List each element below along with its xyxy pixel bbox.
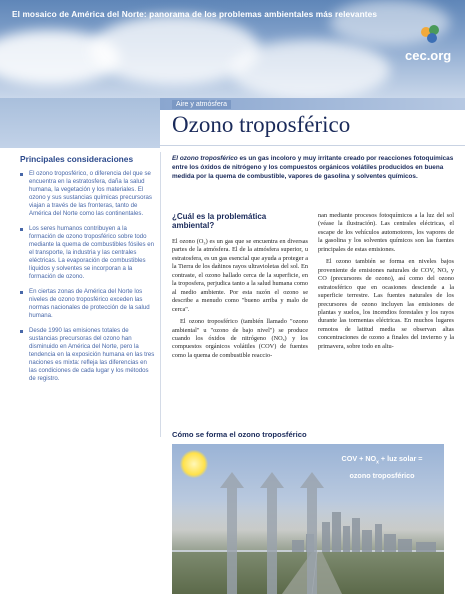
equation-part: + luz solar = (378, 454, 423, 463)
list-item: En ciertas zonas de América del Norte los niveles de ozono troposférico exceden las normas nacionales de protección de la salud humana. (20, 288, 155, 320)
article-column-right (318, 212, 454, 355)
equation-subscript: x (376, 459, 379, 466)
article-paragraph: El ozono troposférico (también llamado "ozono ambiental" u "ozono de bajo nivel") se produce cuando los óxidos de nitrógeno (NOₓ) y los compuestos orgánicos volátiles (COV) de fuentes como la quema de combustible reaccio- (172, 318, 308, 359)
list-item: El ozono troposférico, o diferencia del que se encuentra en la estratosfera, daña la salud humana, la vegetación y los materiales. El ozono y sus sustancias químicas precursoras viajan a través de las fronteras, tanto de América del Norte como las continentales. (20, 170, 155, 218)
cec-logo-icon (419, 24, 443, 46)
article-paragraph: El ozono (O₃) es un gas que se encuentra en diversas partes de la atmósfera. El de la atmósfera superior, u estratosfera, es un gas esencial que ayuda a proteger a la Tierra de los dañinos rayos ultravioletas del sol. En contraste, el ozono hallado cerca de la superficie, en la troposfera, perjudica tanto a la salud humana como al medio ambiente. Por esta razón el ozono se describe a menudo como "bueno arriba y malo de cerca". (172, 238, 308, 313)
intro-term: El ozono troposférico (172, 155, 238, 162)
sidebar-divider (160, 152, 161, 437)
considerations-list (20, 170, 155, 383)
equation-line-1 (320, 452, 444, 469)
topic-label: Aire y atmósfera (172, 100, 231, 109)
intro-paragraph (172, 154, 454, 182)
cec-logo[interactable] (405, 22, 453, 66)
sky-block (0, 98, 160, 148)
header-banner (0, 0, 465, 98)
intro-text: es un gas incoloro y muy irritante creado por reacciones fotoquímicas entre los óxidos de nitrógeno y los compuestos orgánicos volátiles producidos en buena medida por la quema de combustible, vapores de gasolina y solventes químicos. (172, 155, 454, 181)
ozone-equation (320, 452, 444, 483)
equation-line-2: ozono troposférico (349, 471, 415, 481)
figure-caption: Cómo se forma el ozono troposférico (172, 430, 307, 439)
list-item: Los seres humanos contribuyen a la formación de ozono troposférico sobre todo mediante la quema de combustibles fósiles en el transporte, la industria y las centrales eléctricas. La evaporación de combustibles líquidos y solventes se incorporan a la formación de ozono. (20, 225, 155, 281)
divider (160, 145, 465, 146)
section-heading: ¿Cuál es la problemática ambiental? (172, 212, 267, 230)
article-column-left (172, 212, 308, 364)
equation-part: COV + NO (341, 454, 377, 463)
article-paragraph: El ozono también se forma en niveles bajos proveniente de emisiones naturales de COV, NOₓ y CO (precursores de ozono), así como del ozono estratosférico que en ocasiones desciende a la superficie terrestre. Las fuentes naturales de los precursores de ozono incluyen las emisiones de plantas y suelos, los incendios forestales y los rayos durante las tormentas eléctricas. En muchos lugares remotos de latitud media se observan altas concentraciones de ozono a finales del invierno y la primavera, sobre todo en altu- (318, 258, 454, 350)
series-title: El mosaico de América del Norte: panorama de los problemas ambientales más relevantes (12, 9, 378, 19)
cloud-decoration (230, 40, 390, 98)
sidebar-heading: Principales consideraciones (20, 154, 134, 164)
list-item: Desde 1990 las emisiones totales de sustancias precursoras del ozono han disminuido en América del Norte, pero la tendencia en la exposición humana en las tres naciones es mixta: refleja las diferencias en las condiciones de cada lugar y los métodos de registro. (20, 327, 155, 383)
logo-text: cec.org (405, 48, 452, 63)
ozone-formation-figure (172, 444, 444, 594)
key-considerations-sidebar (20, 154, 155, 390)
page-title: Ozono troposférico (172, 112, 351, 137)
article-paragraph: nan mediante procesos fotoquímicos a la luz del sol (véase la ilustración). Las centrales eléctricas, el escape de los vehículos automotores, los vapores de la gasolina y los solventes químicos son las fuentes principales de estas emisiones. (318, 212, 454, 253)
